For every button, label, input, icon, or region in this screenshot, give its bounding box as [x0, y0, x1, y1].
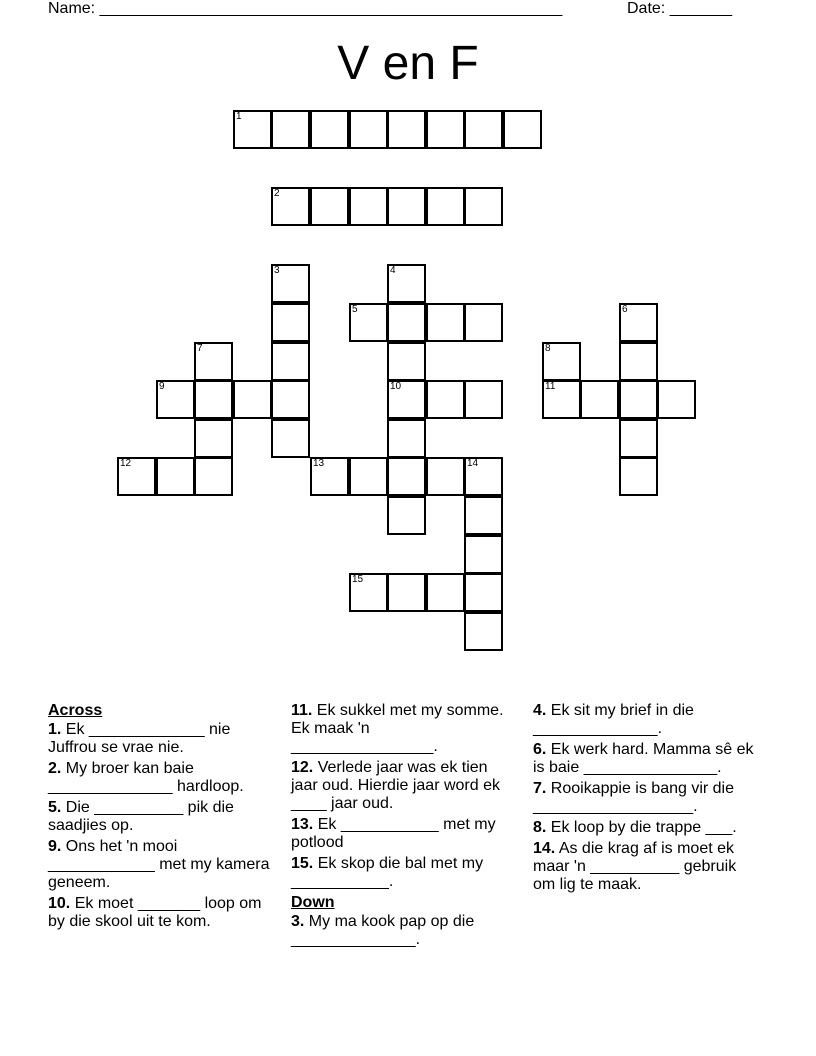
- grid-cell[interactable]: [580, 380, 619, 419]
- cell-number: 15: [352, 574, 364, 585]
- clue-item: [48, 760, 273, 796]
- clue-item: [291, 759, 516, 813]
- grid-cell[interactable]: [426, 457, 465, 496]
- grid-cell[interactable]: [387, 457, 426, 496]
- grid-cell[interactable]: [426, 187, 465, 226]
- grid-cell[interactable]: [271, 264, 310, 303]
- grid-cell[interactable]: [194, 419, 233, 458]
- cell-number: 12: [120, 458, 132, 469]
- clue-item: [533, 840, 758, 894]
- clue-column-2: [291, 702, 516, 952]
- grid-cell[interactable]: [464, 612, 503, 651]
- clue-number: 3.: [291, 913, 305, 930]
- clue-item: [291, 816, 516, 852]
- clue-item: [291, 913, 516, 949]
- clue-text: Verlede jaar was ek tien jaar oud. Hierdie jaar word ek ____ jaar oud.: [291, 759, 500, 812]
- grid-cell[interactable]: [194, 457, 233, 496]
- across-heading: Across: [48, 702, 103, 719]
- clue-number: 4.: [533, 702, 547, 719]
- grid-cell[interactable]: [464, 496, 503, 535]
- clue-text: Ons het 'n mooi ____________ met my kamera geneem.: [48, 838, 270, 891]
- clue-text: Die __________ pik die saadjies op.: [48, 799, 234, 834]
- grid-cell[interactable]: [194, 380, 233, 419]
- clue-item: [48, 895, 273, 931]
- clue-number: 6.: [533, 741, 547, 758]
- clue-item: [533, 819, 758, 837]
- clue-item: [48, 838, 273, 892]
- clue-text: Ek werk hard. Mamma sê ek is baie _______________.: [533, 741, 754, 776]
- grid-cell[interactable]: [542, 342, 581, 381]
- cell-number: 3: [274, 265, 280, 276]
- grid-cell[interactable]: [464, 457, 503, 496]
- clue-number: 1.: [48, 721, 62, 738]
- clue-text: Ek sukkel met my somme. Ek maak 'n ________________.: [291, 702, 504, 755]
- grid-cell[interactable]: [387, 264, 426, 303]
- clue-number: 13.: [291, 816, 314, 833]
- grid-cell[interactable]: [349, 187, 388, 226]
- grid-cell[interactable]: [464, 110, 503, 149]
- clue-number: 2.: [48, 760, 62, 777]
- grid-cell[interactable]: [310, 457, 349, 496]
- clue-column-1: [48, 702, 273, 934]
- grid-cell[interactable]: [426, 110, 465, 149]
- clue-column-3: [533, 702, 758, 897]
- clue-number: 5.: [48, 799, 62, 816]
- cell-number: 5: [352, 304, 358, 315]
- clue-text: Ek skop die bal met my ___________.: [291, 855, 484, 890]
- clue-number: 11.: [291, 702, 313, 719]
- grid-cell[interactable]: [464, 187, 503, 226]
- grid-cell[interactable]: [233, 380, 272, 419]
- clue-number: 14.: [533, 840, 556, 857]
- grid-cell[interactable]: [156, 380, 195, 419]
- name-field[interactable]: Name: ____________________________________________________: [48, 0, 563, 17]
- grid-cell[interactable]: [349, 303, 388, 342]
- clue-text: My broer kan baie ______________ hardloop.: [48, 760, 244, 795]
- grid-cell[interactable]: [271, 187, 310, 226]
- cell-number: 8: [545, 343, 551, 354]
- clue-text: Ek sit my brief in die ______________.: [533, 702, 694, 737]
- clue-item: [291, 855, 516, 891]
- grid-cell[interactable]: [619, 419, 658, 458]
- grid-cell[interactable]: [619, 380, 658, 419]
- clue-item: [291, 702, 516, 756]
- grid-cell[interactable]: [619, 457, 658, 496]
- clue-item: [533, 741, 758, 777]
- clue-number: 12.: [291, 759, 314, 776]
- grid-cell[interactable]: [464, 303, 503, 342]
- grid-cell[interactable]: [387, 419, 426, 458]
- cell-number: 4: [390, 265, 396, 276]
- grid-cell[interactable]: [117, 457, 156, 496]
- clue-text: Ek _____________ nie Juffrou se vrae nie.: [48, 721, 231, 756]
- down-heading: Down: [291, 894, 335, 911]
- clue-text: Rooikappie is bang vir die __________________.: [533, 780, 735, 815]
- grid-cell[interactable]: [619, 303, 658, 342]
- cell-number: 6: [622, 304, 628, 315]
- clue-item: [48, 799, 273, 835]
- grid-cell[interactable]: [310, 187, 349, 226]
- page-title: V en F: [337, 37, 479, 90]
- cell-number: 7: [197, 343, 203, 354]
- grid-cell[interactable]: [657, 380, 696, 419]
- clue-text: Ek moet _______ loop om by die skool uit te kom.: [48, 895, 262, 930]
- grid-cell[interactable]: [426, 303, 465, 342]
- clue-number: 7.: [533, 780, 547, 797]
- grid-cell[interactable]: [156, 457, 195, 496]
- grid-cell[interactable]: [271, 110, 310, 149]
- grid-cell[interactable]: [271, 342, 310, 381]
- grid-cell[interactable]: [464, 573, 503, 612]
- cell-number: 14: [467, 458, 479, 469]
- clue-text: As die krag af is moet ek maar 'n __________ gebruik om lig te maak.: [533, 840, 737, 893]
- grid-cell[interactable]: [271, 419, 310, 458]
- grid-cell[interactable]: [349, 110, 388, 149]
- cell-number: 9: [159, 381, 165, 392]
- clue-item: [533, 780, 758, 816]
- grid-cell[interactable]: [387, 187, 426, 226]
- cell-number: 11: [545, 381, 556, 392]
- cell-number: 13: [313, 458, 325, 469]
- grid-cell[interactable]: [387, 110, 426, 149]
- grid-cell[interactable]: [271, 303, 310, 342]
- grid-cell[interactable]: [619, 342, 658, 381]
- grid-cell[interactable]: [387, 342, 426, 381]
- grid-cell[interactable]: [426, 573, 465, 612]
- grid-cell[interactable]: [387, 573, 426, 612]
- grid-cell[interactable]: [426, 380, 465, 419]
- grid-cell[interactable]: [464, 535, 503, 574]
- grid-cell[interactable]: [387, 380, 426, 419]
- cell-number: 1: [236, 111, 242, 122]
- grid-cell[interactable]: [271, 380, 310, 419]
- cell-number: 10: [390, 381, 402, 392]
- clue-text: Ek loop by die trappe ___.: [546, 819, 737, 836]
- clue-text: Ek ___________ met my potlood: [291, 816, 496, 851]
- grid-cell[interactable]: [387, 303, 426, 342]
- date-field[interactable]: Date: _______: [627, 0, 732, 17]
- grid-cell[interactable]: [464, 380, 503, 419]
- grid-cell[interactable]: [503, 110, 542, 149]
- cell-number: 2: [274, 188, 280, 199]
- grid-cell[interactable]: [194, 342, 233, 381]
- clue-item: [533, 702, 758, 738]
- clue-number: 15.: [291, 855, 314, 872]
- clue-item: [48, 721, 273, 757]
- grid-cell[interactable]: [349, 457, 388, 496]
- grid-cell[interactable]: [349, 573, 388, 612]
- grid-cell[interactable]: [233, 110, 272, 149]
- clue-text: My ma kook pap op die ______________.: [291, 913, 475, 948]
- grid-cell[interactable]: [542, 380, 581, 419]
- grid-cell[interactable]: [310, 110, 349, 149]
- grid-cell[interactable]: [387, 496, 426, 535]
- clue-number: 8.: [533, 819, 547, 836]
- clue-number: 10.: [48, 895, 71, 912]
- clue-number: 9.: [48, 838, 62, 855]
